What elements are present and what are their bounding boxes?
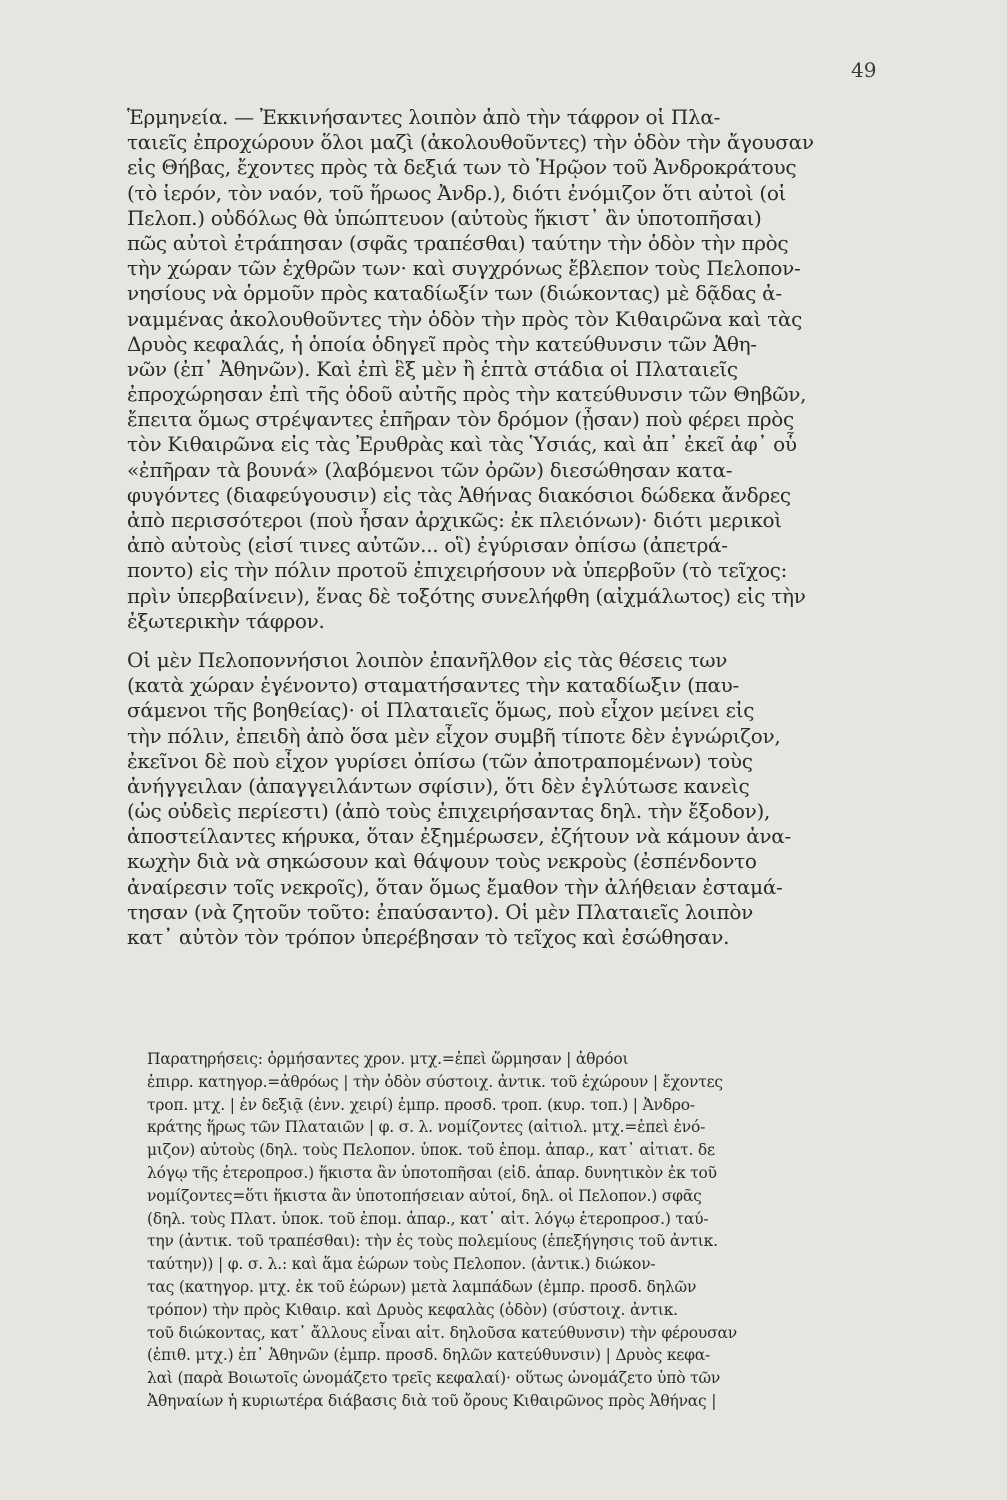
- text-line: Δρυὸς κεφαλάς, ἡ ὁποία ὁδηγεῖ πρὸς τὴν κατεύθυνσιν τῶν Ἀθη-: [127, 331, 757, 356]
- interpretation-paragraph: [127, 105, 907, 634]
- text-line: ἐκεῖνοι δὲ ποὺ εἶχον γυρίσει ὀπίσω (τῶν ἀποτραπομένων) τοὺς: [127, 748, 753, 773]
- text-line: (τὸ ἱερόν, τὸν ναόν, τοῦ ἥρωος Ἀνδρ.), διότι ἐνόμιζον ὅτι αὐτοὶ (οἱ: [127, 180, 787, 205]
- text-line: ναμμένας ἀκολουθοῦντες τὴν ὁδὸν τὴν πρὸς τὸν Κιθαιρῶνα καὶ τὰς: [127, 306, 803, 331]
- text-line: ἀναίρεσιν τοῖς νεκροῖς), ὅταν ὅμως ἔμαθον τὴν ἀλήθειαν ἐσταμά-: [127, 874, 783, 899]
- text-line: Πελοπ.) οὐδόλως θὰ ὑπώπτευον (αὐτοὺς ἥκιστ᾽ ἂν ὑποτοπῆσαι): [127, 205, 762, 230]
- text-line: ἀποστείλαντες κήρυκα, ὅταν ἐξημέρωσεν, ἐζήτουν νὰ κάμουν ἀνα-: [127, 824, 791, 849]
- note-line: τρόπον) τὴν πρὸς Κιθαιρ. καὶ Δρυὸς κεφαλὰς (ὁδὸν) (σύστοιχ. ἀντικ.: [147, 1300, 678, 1319]
- note-line: μιζον) αὐτοὺς (δηλ. τοὺς Πελοπον. ὑποκ. τοῦ ἑπομ. ἀπαρ., κατ᾽ αἰτιατ. δε: [147, 1141, 715, 1160]
- text-line: νησίους νὰ ὁρμοῦν πρὸς καταδίωξίν των (διώκοντας) μὲ δᾷδας ἀ-: [127, 281, 782, 306]
- note-line: κράτης ἥρως τῶν Πλαταιῶν | φ. σ. λ. νομίζοντες (αἰτιολ. μτχ.=ἐπεὶ ἐνό-: [147, 1118, 706, 1137]
- text-line: (κατὰ χώραν ἐγένοντο) σταματήσαντες τὴν καταδίωξιν (παυ-: [127, 673, 739, 698]
- text-line: τησαν (νὰ ζητοῦν τοῦτο: ἐπαύσαντο). Οἱ μὲν Πλαταιεῖς λοιπὸν: [127, 899, 753, 924]
- text-line: ταιεῖς ἐπροχώρουν ὅλοι μαζὶ (ἀκολουθοῦντες) τὴν ὁδὸν τὴν ἄγουσαν: [127, 130, 814, 155]
- text-line: Οἱ μὲν Πελοποννήσιοι λοιπὸν ἐπανῆλθον εἰς τὰς θέσεις των: [127, 647, 728, 672]
- note-line: ταύτην)) | φ. σ. λ.: καὶ ἅμα ἑώρων τοὺς Πελοπον. (ἀντικ.) διώκον-: [147, 1255, 656, 1274]
- text-line: κατ᾽ αὐτὸν τὸν τρόπον ὑπερέβησαν τὸ τεῖχος καὶ ἐσώθησαν.: [127, 925, 730, 949]
- second-paragraph: [127, 648, 907, 950]
- text-line: ἀνήγγειλαν (ἀπαγγειλάντων σφίσιν), ὅτι δὲν ἐγλύτωσε κανεὶς: [127, 773, 750, 798]
- note-line: νομίζοντες=ὅτι ἥκιστα ἂν ὑποτοπήσειαν αὐτοί, δηλ. οἱ Πελοπον.) σφᾶς: [147, 1186, 702, 1205]
- text-line: (ὡς οὐδεὶς περίεστι) (ἀπὸ τοὺς ἐπιχειρήσαντας δηλ. τὴν ἔξοδον),: [127, 799, 771, 824]
- text-line: ποντο) εἰς τὴν πόλιν προτοῦ ἐπιχειρήσουν νὰ ὑπερβοῦν (τὸ τεῖχος:: [127, 558, 788, 583]
- text-line: «ἐπῆραν τὰ βουνά» (λαβόμενοι τῶν ὀρῶν) διεσώθησαν κατα-: [127, 457, 733, 482]
- note-line: τροπ. μτχ. | ἐν δεξιᾷ (ἐνν. χειρί) ἐμπρ. προσδ. τροπ. (κυρ. τοπ.) | Ἀνδρο-: [147, 1095, 695, 1114]
- note-line: ἐπιρρ. κατηγορ.=ἀθρόως | τὴν ὁδὸν σύστοιχ. ἀντικ. τοῦ ἐχώρουν | ἔχοντες: [147, 1072, 723, 1091]
- text-line: εἰς Θήβας, ἔχοντες πρὸς τὰ δεξιά των τὸ Ἡρῷον τοῦ Ἀνδροκράτους: [127, 155, 797, 180]
- note-line: (δηλ. τοὺς Πλατ. ὑποκ. τοῦ ἑπομ. ἀπαρ., κατ᾽ αἰτ. λόγῳ ἑτεροπροσ.) ταύ-: [147, 1209, 709, 1228]
- text-line: κωχὴν διὰ νὰ σηκώσουν καὶ θάψουν τοὺς νεκροὺς (ἐσπένδοντο: [127, 849, 757, 874]
- text-line: ἀπὸ αὐτοὺς (εἰσί τινες αὐτῶν... οἳ) ἐγύρισαν ὀπίσω (ἀπετρά-: [127, 533, 728, 558]
- text-line: τὴν χώραν τῶν ἐχθρῶν των· καὶ συγχρόνως ἔβλεπον τοὺς Πελοπον-: [127, 256, 801, 281]
- text-line: ἀπὸ περισσότεροι (ποὺ ἦσαν ἀρχικῶς: ἐκ πλειόνων)· διότι μερικοὶ: [127, 508, 782, 532]
- text-line: τὸν Κιθαιρῶνα εἰς τὰς Ἐρυθρὰς καὶ τὰς Ὑσιάς, καὶ ἀπ᾽ ἐκεῖ ἀφ᾽ οὗ: [127, 432, 797, 457]
- note-line: λαὶ (παρὰ Βοιωτοῖς ὠνομάζετο τρεῖς κεφαλαί)· οὕτως ὠνομάζετο ὑπὸ τῶν: [147, 1369, 721, 1388]
- text-line: φυγόντες (διαφεύγουσιν) εἰς τὰς Ἀθήνας διακόσιοι δώδεκα ἄνδρες: [127, 482, 791, 507]
- page-number: 49: [851, 58, 877, 82]
- text-line: πρὶν ὑπερβαίνειν), ἕνας δὲ τοξότης συνελήφθη (αἰχμάλωτος) εἰς τὴν: [127, 583, 806, 608]
- note-line: την (ἀντικ. τοῦ τραπέσθαι): τὴν ἐς τοὺς πολεμίους (ἐπεξήγησις τοῦ ἀντικ.: [147, 1232, 718, 1251]
- notes-section: [147, 1048, 907, 1413]
- text-line: τὴν πόλιν, ἐπειδὴ ἀπὸ ὅσα μὲν εἶχον συμβῆ τίποτε δὲν ἐγνώριζον,: [127, 723, 781, 748]
- text-line: Ἑρμηνεία. — Ἐκκινήσαντες λοιπὸν ἀπὸ τὴν τάφρον οἱ Πλα-: [127, 105, 721, 129]
- note-line: (ἐπιθ. μτχ.) ἐπ᾽ Ἀθηνῶν (ἐμπρ. προσδ. δηλῶν κατεύθυνσιν) | Δρυὸς κεφα-: [147, 1346, 711, 1365]
- note-line: Παρατηρήσεις: ὁρμήσαντες χρον. μτχ.=ἐπεὶ ὥρμησαν | ἀθρόοι: [147, 1050, 629, 1068]
- text-line: νῶν (ἐπ᾽ Ἀθηνῶν). Καὶ ἐπὶ ἓξ μὲν ἢ ἑπτὰ στάδια οἱ Πλαταιεῖς: [127, 356, 738, 381]
- text-line: πῶς αὐτοὶ ἐτράπησαν (σφᾶς τραπέσθαι) ταύτην τὴν ὁδὸν τὴν πρὸς: [127, 230, 789, 255]
- note-line: Ἀθηναίων ἡ κυριωτέρα διάβασις διὰ τοῦ ὄρους Κιθαιρῶνος πρὸς Ἀθήνας |: [147, 1391, 717, 1410]
- note-line: λόγῳ τῆς ἑτεροπροσ.) ἥκιστα ἂν ὑποτοπῆσαι (εἰδ. ἀπαρ. δυνητικὸν ἐκ τοῦ: [147, 1163, 717, 1182]
- text-line: ἐξωτερικὴν τάφρον.: [127, 608, 325, 633]
- text-line: ἐπροχώρησαν ἐπὶ τῆς ὁδοῦ αὐτῆς πρὸς τὴν κατεύθυνσιν τῶν Θηβῶν,: [127, 382, 807, 407]
- note-line: τας (κατηγορ. μτχ. ἐκ τοῦ ἑώρων) μετὰ λαμπάδων (ἐμπρ. προσδ. δηλῶν: [147, 1277, 697, 1296]
- text-line: ἔπειτα ὅμως στρέψαντες ἐπῆραν τὸν δρόμον (ᾖσαν) ποὺ φέρει πρὸς: [127, 407, 794, 432]
- text-line: σάμενοι τῆς βοηθείας)· οἱ Πλαταιεῖς ὅμως, ποὺ εἶχον μείνει εἰς: [127, 698, 755, 723]
- main-text: [127, 105, 907, 950]
- note-line: τοῦ διώκοντας, κατ᾽ ἄλλους εἶναι αἰτ. δηλοῦσα κατεύθυνσιν) τὴν φέρουσαν: [147, 1323, 737, 1342]
